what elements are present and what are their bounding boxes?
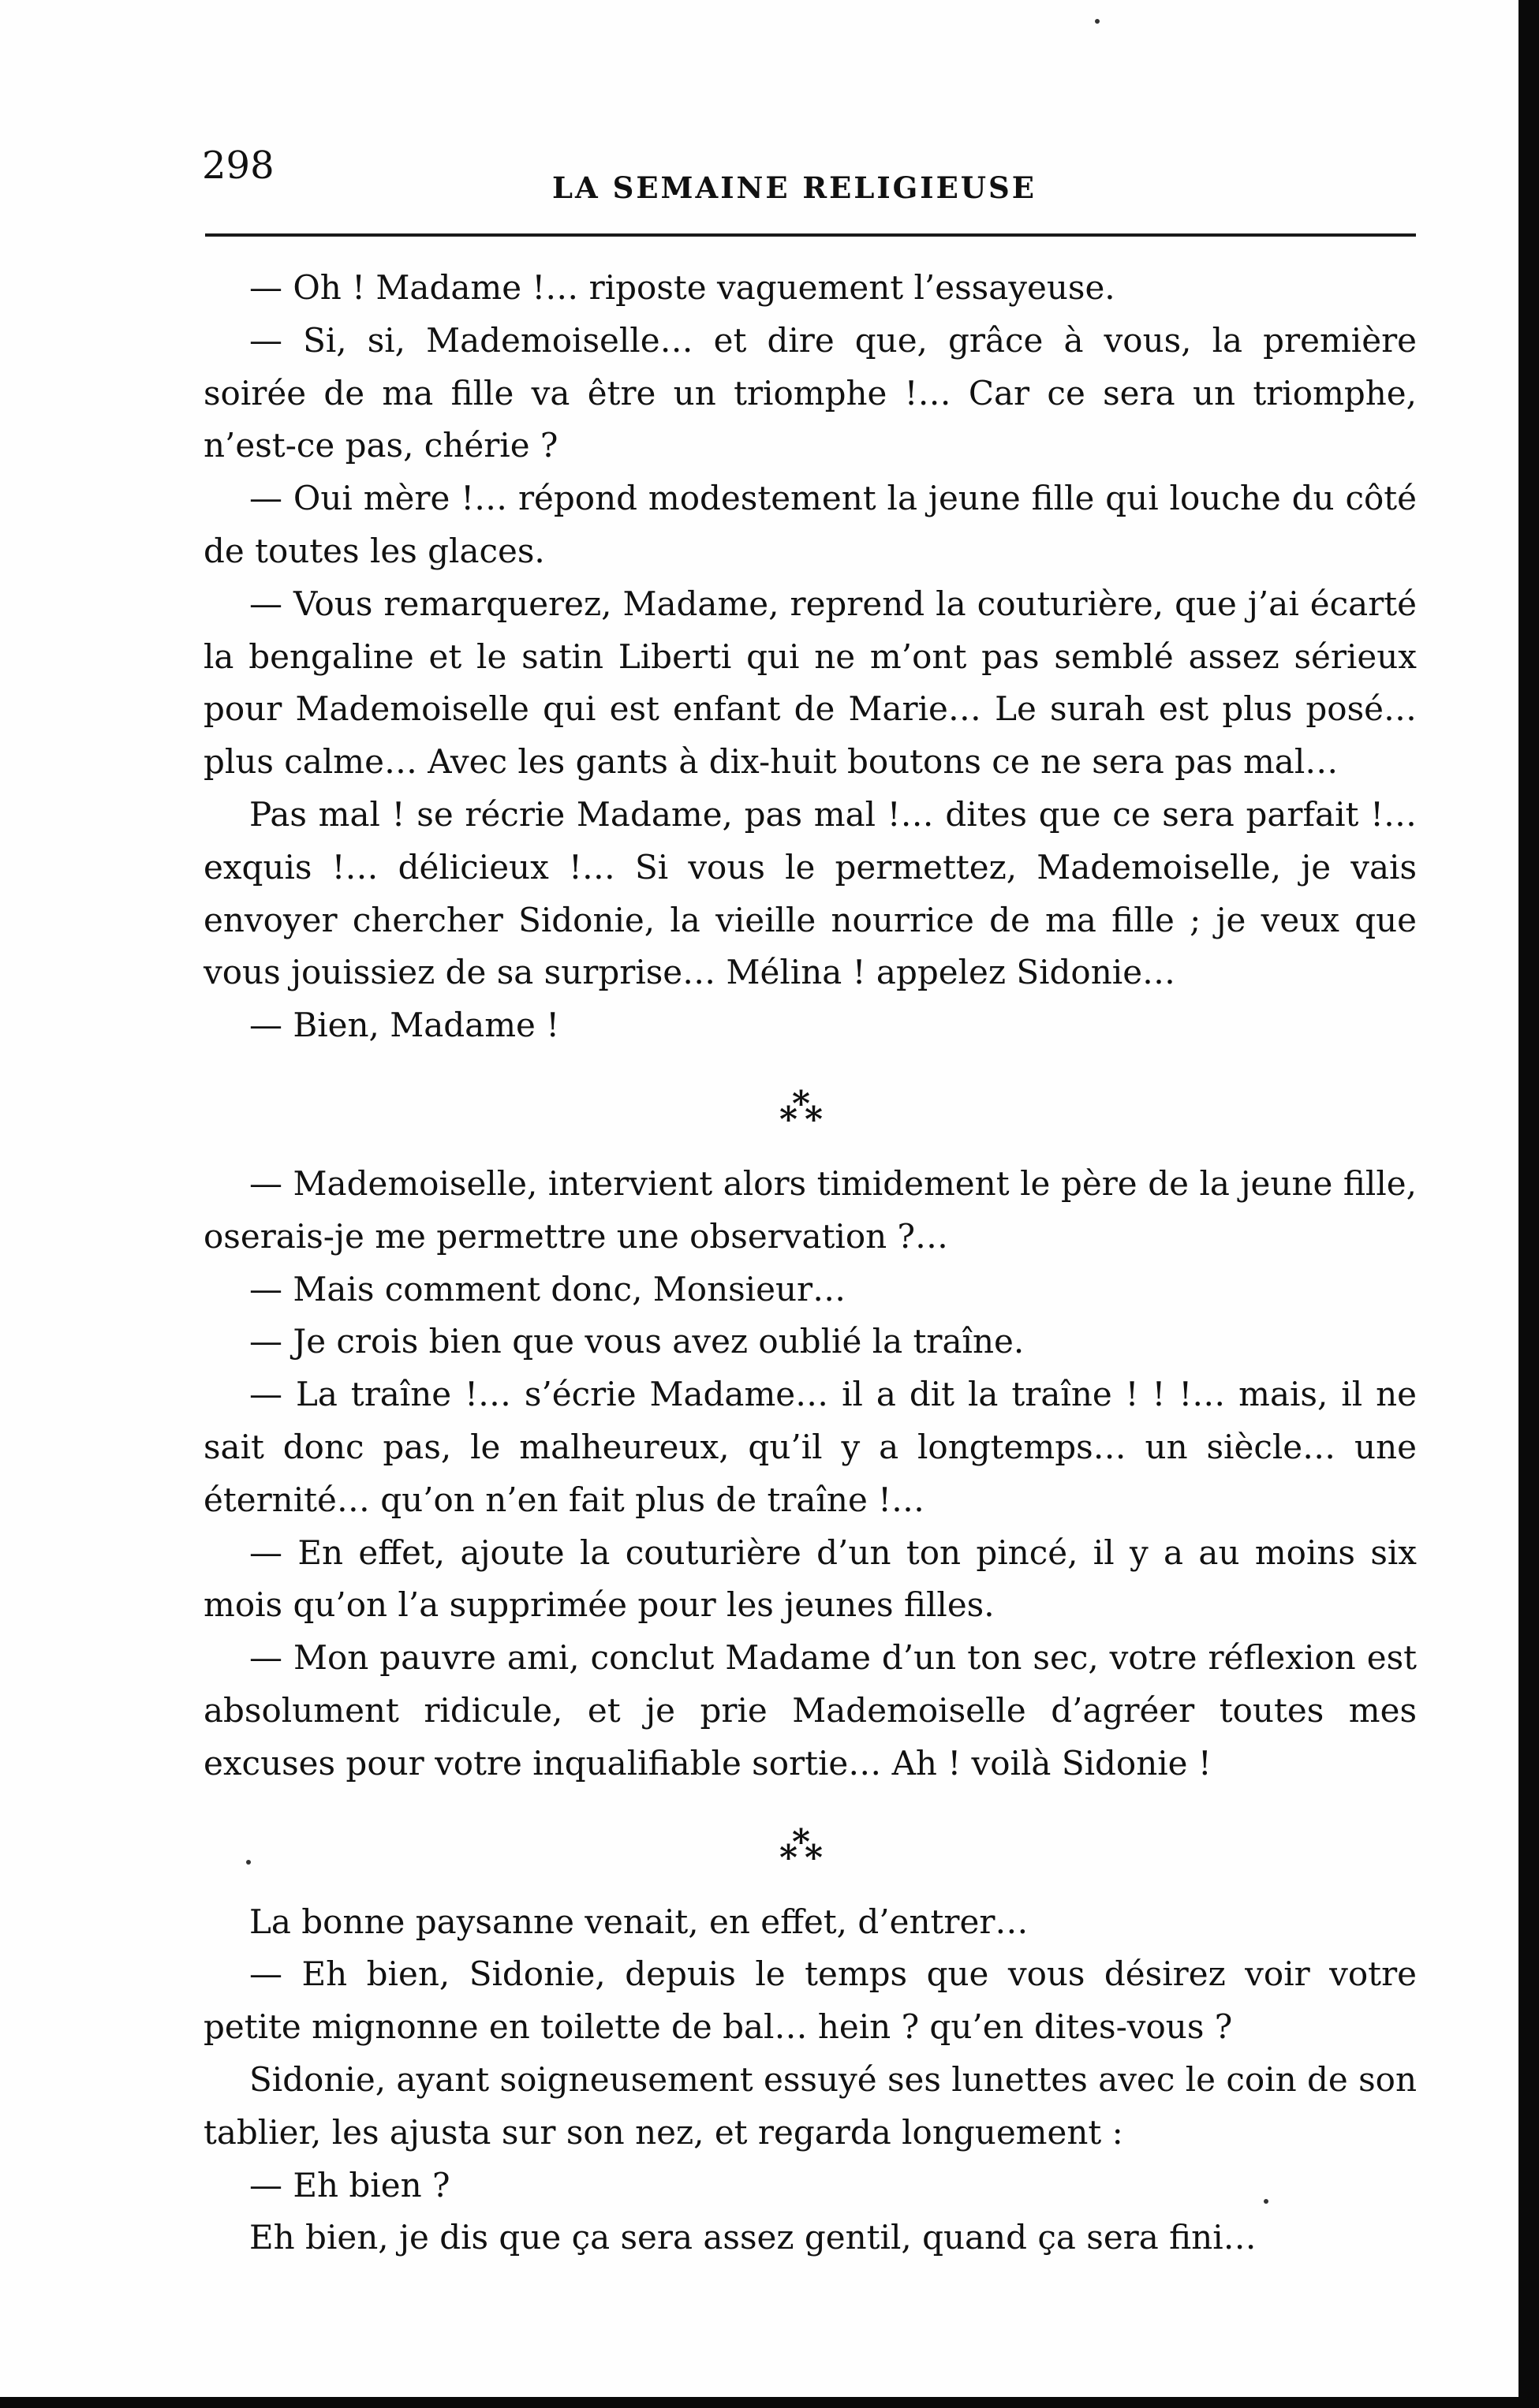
paragraph: — La traîne !… s’écrie Madame… il a dit la traîne ! ! !… mais, il ne sait donc pas, le malheureux, qu’il y a longtemps… un siècle… une éternité… qu’on n’en fait plus de traîne !… xyxy=(204,1375,1417,1519)
asterisk-mark: * xyxy=(805,1099,824,1140)
running-head: LA SEMAINE RELIGIEUSE xyxy=(552,170,1037,205)
scan-border-bottom xyxy=(0,2397,1539,2408)
paragraph: — En effet, ajoute la couturière d’un ton pincé, il y a au moins six mois qu’on l’a supprimée pour les jeunes filles. xyxy=(204,1533,1417,1625)
asterisk-mark: * xyxy=(792,1083,811,1124)
body-text xyxy=(204,262,1417,2264)
paragraph: — Oh ! Madame !… riposte vaguement l’essayeuse. xyxy=(249,268,1115,307)
scan-speck xyxy=(1095,19,1100,24)
paragraph: Sidonie, ayant soigneusement essuyé ses lunettes avec le coin de son tablier, les ajusta sur son nez, et regarda longuement : xyxy=(204,2059,1417,2152)
paragraph: — Eh bien, Sidonie, depuis le temps que vous désirez voir votre petite mignonne en toilette de bal… hein ? qu’en dites-vous ? xyxy=(204,1954,1417,2047)
paragraph: — Bien, Madame ! xyxy=(249,1006,560,1045)
asterisk-mark: * xyxy=(779,1837,798,1878)
paragraph: — Je crois bien que vous avez oublié la traîne. xyxy=(249,1322,1025,1361)
paragraph: Pas mal ! se récrie Madame, pas mal !… dites que ce sera parfait !… exquis !… délicieux !… Si vous le permettez, Mademoiselle, je vais envoyer chercher Sidonie, la vieille nourrice de ma fille ; je veux que vous jouissiez de sa surprise… Mélina ! appelez Sidonie… xyxy=(204,794,1417,992)
paragraph-group-3 xyxy=(204,1896,1417,2265)
header-rule xyxy=(205,233,1416,237)
section-break-asterism-1 xyxy=(204,1052,1417,1158)
paragraph: — Eh bien ? xyxy=(249,2165,450,2205)
paragraph: — Si, si, Mademoiselle… et dire que, grâce à vous, la première soirée de ma fille va être un triomphe !… Car ce sera un triomphe, n’est-ce pas, chérie ? xyxy=(204,320,1417,465)
paragraph: La bonne paysanne venait, en effet, d’entrer… xyxy=(249,1902,1029,1941)
paragraph-group-1 xyxy=(204,262,1417,1052)
paragraph: — Oui mère !… répond modestement la jeune fille qui louche du côté de toutes les glaces. xyxy=(204,479,1417,570)
paragraph: — Mais comment donc, Monsieur… xyxy=(249,1269,846,1309)
paragraph: Eh bien, je dis que ça sera assez gentil, quand ça sera fini… xyxy=(249,2218,1257,2257)
asterisk-mark: * xyxy=(792,1821,811,1862)
paragraph-group-2 xyxy=(204,1158,1417,1790)
page-number: 298 xyxy=(202,144,275,188)
paragraph: — Mademoiselle, intervient alors timidement le père de la jeune fille, oserais-je me permettre une observation ?… xyxy=(204,1163,1417,1256)
scan-border-right xyxy=(1518,0,1539,2408)
asterisk-mark: * xyxy=(805,1837,824,1878)
paragraph: — Vous remarquerez, Madame, reprend la couturière, que j’ai écarté la bengaline et le satin Liberti qui ne m’ont pas semblé assez sérieux pour Mademoiselle qui est enfant de Marie… Le surah est plus posé… plus calme… Avec les gants à dix-huit boutons ce ne sera pas mal… xyxy=(204,584,1417,782)
section-break-asterism-2 xyxy=(204,1790,1417,1896)
asterisk-mark: * xyxy=(779,1099,798,1140)
paragraph: — Mon pauvre ami, conclut Madame d’un ton sec, votre réflexion est absolument ridicule, et je prie Mademoiselle d’agréer toutes mes excuses pour votre inqualifiable sortie… Ah ! voilà Sidonie ! xyxy=(204,1638,1417,1783)
